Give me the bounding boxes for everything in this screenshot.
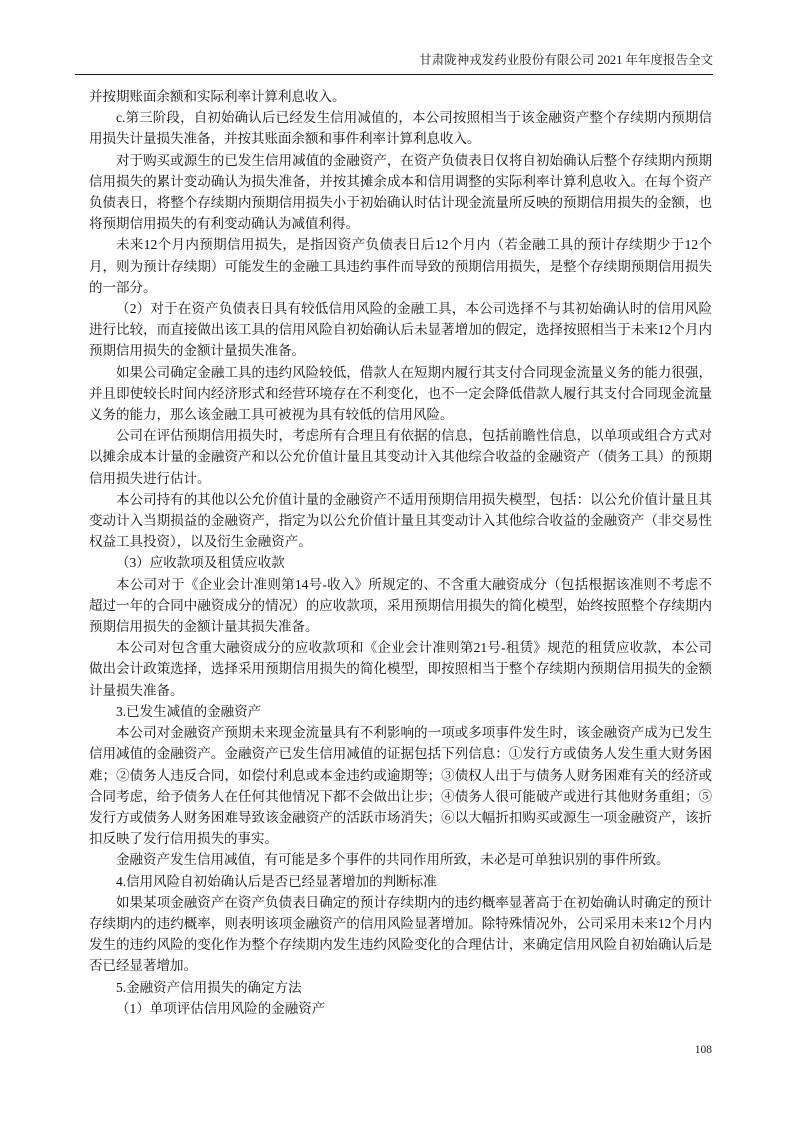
section-heading: 5.金融资产信用损失的确定方法 [116, 979, 302, 995]
page-header [75, 52, 713, 69]
paragraph: 如果某项金融资产在资产负债表日确定的预计存续期内的违约概率显著高于在初始确认时确定的预计存续期内的违约概率，则表明该项金融资产的信用风险显著增加。除特殊情况外，公司采用未来12个月内发生的违约风险的变化作为整个存续期内发生违约风险变化的合理估计，来确定信用风险自初始确认后是否已经显著增加。 [89, 894, 712, 974]
section-heading: （1）单项评估信用风险的金融资产 [116, 1000, 326, 1016]
paragraph: c.第三阶段，自初始确认后已经发生信用减值的，本公司按照相当于该金融资产整个存续期内预期信用损失计量损失准备，并按其账面余额和事件利率计算利息收入。 [89, 110, 712, 147]
page-footer [695, 1044, 712, 1056]
header-title: 甘肃陇神戎发药业股份有限公司 2021 年年度报告全文 [419, 53, 713, 67]
paragraph: 如果公司确定金融工具的违约风险较低，借款人在短期内履行其支付合同现金流量义务的能力很强，并且即使较长时间内经济形式和经营环境存在不利变化，也不一定会降低借款人履行其支付合同现金流量义务的能力，那么该金融工具可被视为具有较低的信用风险。 [89, 364, 712, 423]
section-heading: 4.信用风险自初始确认后是否已经显著增加的判断标准 [116, 873, 437, 889]
paragraph: 本公司对于《企业会计准则第14号-收入》所规定的、不含重大融资成分（包括根据该准则不考虑不超过一年的合同中融资成分的情况）的应收款项，采用预期信用损失的简化模型，始终按照整个存续期内预期信用损失的金额计量其损失准备。 [89, 576, 712, 635]
page-number: 108 [694, 1044, 712, 1056]
paragraph: 对于购买或源生的已发生信用减值的金融资产，在资产负债表日仅将自初始确认后整个存续期内预期信用损失的累计变动确认为损失准备，并按其摊余成本和信用调整的实际利率计算利息收入。在每个资产负债表日，将整个存续期内预期信用损失小于初始确认时估计现金流量所反映的预期信用损失的金额，也将预期信用损失的有利变动确认为减值利得。 [89, 152, 712, 232]
document-body [89, 86, 712, 1019]
paragraph: 公司在评估预期信用损失时，考虑所有合理且有依据的信息，包括前瞻性信息，以单项或组合方式对以摊余成本计量的金融资产和以公允价值计量且其变动计入其他综合收益的金融资产（债务工具）的预期信用损失进行估计。 [89, 428, 712, 486]
section-heading: （3）应收款项及租赁应收款 [116, 555, 285, 571]
header-rule [75, 74, 713, 75]
paragraph: 未来12个月内预期信用损失，是指因资产负债表日后12个月内（若金融工具的预计存续期少于12个月，则为预计存续期）可能发生的金融工具违约事件而导致的预期信用损失，是整个存续期预期信用损失的一部分。 [89, 237, 712, 295]
paragraph: 并按期账面余额和实际利率计算利息收入。 [89, 89, 346, 104]
section-heading: 3.已发生减值的金融资产 [116, 703, 262, 719]
paragraph: 本公司持有的其他以公允价值计量的金融资产不适用预期信用损失模型，包括：以公允价值计量且其变动计入当期损益的金融资产，指定为以公允价值计量且其变动计入其他综合收益的金融资产（非交易性权益工具投资），以及衍生金融资产。 [89, 491, 712, 550]
paragraph: 金融资产发生信用减值，有可能是多个事件的共同作用所致，未必是可单独识别的事件所致。 [116, 852, 670, 868]
paragraph: 本公司对金融资产预期未来现金流量具有不利影响的一项或多项事件发生时，该金融资产成为已发生信用减值的金融资产。金融资产已发生信用减值的证据包括下列信息：①发行方或债务人发生重大财务困难；②债务人违反合同，如偿付利息或本金违约或逾期等；③债权人出于与债务人财务困难有关的经济或合同考虑，给予债务人在任何其他情况下都不会做出让步；④债务人很可能破产或进行其他财务重组；⑤发行方或债务人财务困难导致该金融资产的活跃市场消失；⑥以大幅折扣购买或源生一项金融资产，该折扣反映了发行信用损失的事实。 [89, 725, 712, 847]
paragraph: （2）对于在资产负债表日具有较低信用风险的金融工具，本公司选择不与其初始确认时的信用风险进行比较，而直接做出该工具的信用风险自初始确认后未显著增加的假定，选择按照相当于未来12个月内预期信用损失的金额计量损失准备。 [89, 301, 712, 359]
paragraph: 本公司对包含重大融资成分的应收款项和《企业会计准则第21号-租赁》规范的租赁应收款，本公司做出会计政策选择，选择采用预期信用损失的简化模型，即按照相当于整个存续期内预期信用损失的金额计量损失准备。 [89, 640, 712, 698]
